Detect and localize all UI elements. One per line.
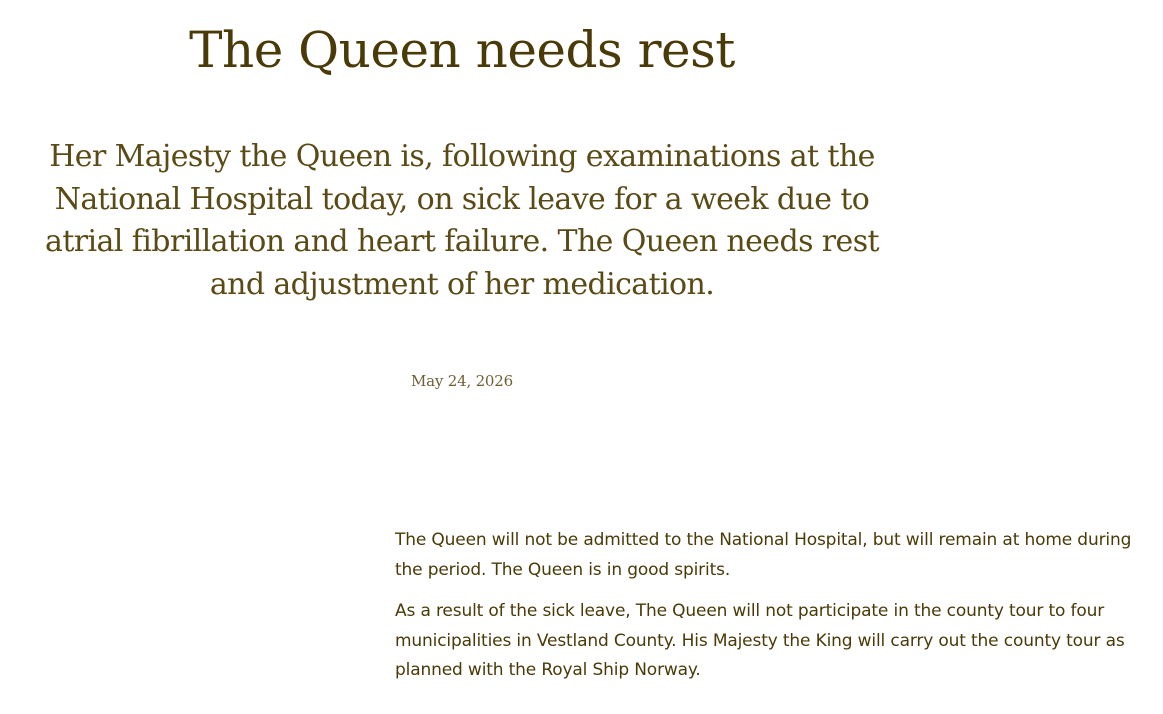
publish-date: May 24, 2026 xyxy=(411,372,513,390)
body-paragraph: As a result of the sick leave, The Queen will not participate in the county tour to four municipalities in Vestland County. His Majesty the King will carry out the county tour as planned with the Royal Ship Norway. xyxy=(395,601,1125,680)
page-title: The Queen needs rest xyxy=(189,21,735,79)
body-paragraph: The Queen will not be admitted to the National Hospital, but will remain at home during the period. The Queen is in good spirits. xyxy=(395,530,1132,580)
article-lead: Her Majesty the Queen is, following examinations at the National Hospital today, on sick leave for a week due to atrial fibrillation and heart failure. The Queen needs rest and adjustment of her medication. xyxy=(45,139,879,302)
article-body xyxy=(395,526,1147,698)
